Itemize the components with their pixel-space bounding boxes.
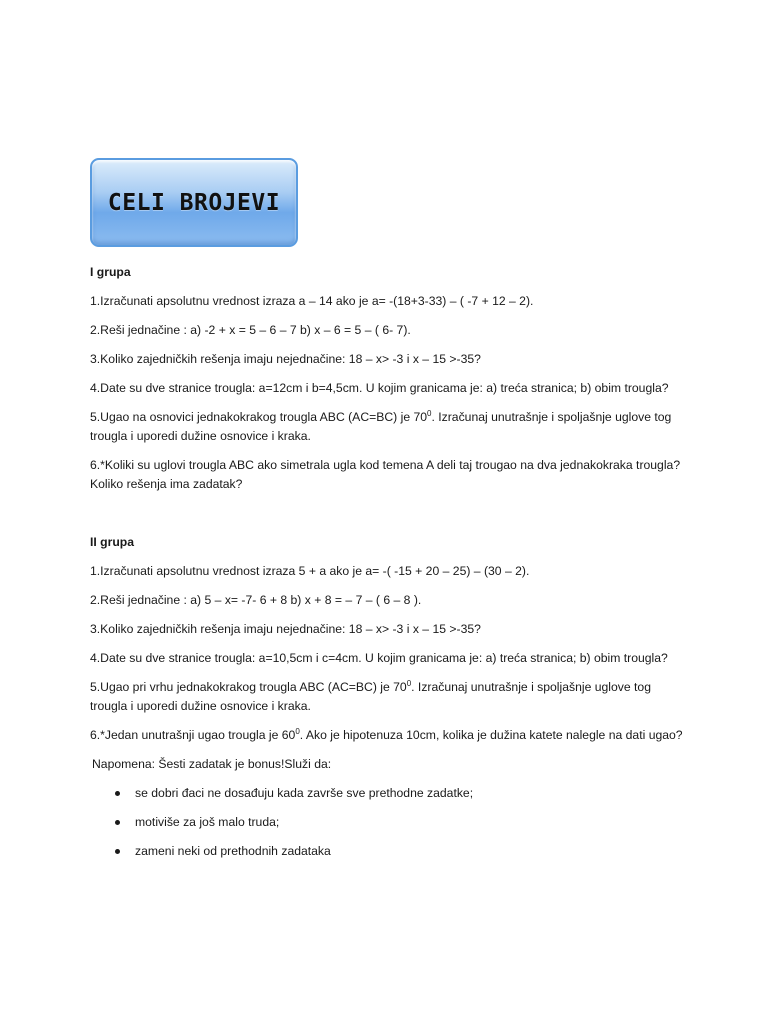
banner-title: CELI BROJEVI <box>107 189 281 216</box>
worksheet-content <box>90 263 690 871</box>
bullet-icon <box>115 791 120 796</box>
group-2-task-5 <box>90 678 690 716</box>
list-item <box>90 784 690 803</box>
bullet-icon <box>115 820 120 825</box>
task-text-part: 5.Ugao na osnovici jednakokrakog trougla ABC (AC=BC) je 70 <box>90 410 428 424</box>
degree-superscript: 0 <box>406 678 412 688</box>
group-2-task-3: 3.Koliko zajedničkih rešenja imaju nejednačine: 18 – x> -3 i x – 15 >-35? <box>90 622 481 636</box>
degree-superscript: 0 <box>295 726 300 736</box>
bullet-text: se dobri đaci ne dosađuju kada završe sve prethodne zadatke; <box>135 786 474 800</box>
group-1-task-2: 2.Reši jednačine : a) -2 + x = 5 – 6 – 7 b) x – 6 = 5 – ( 6- 7). <box>90 323 411 337</box>
group-1-task-1: 1.Izračunati apsolutnu vrednost izraza a – 14 ako je a= -(18+3-33) – ( -7 + 12 – 2). <box>90 294 534 308</box>
title-banner <box>90 158 298 247</box>
group-1-task-4: 4.Date su dve stranice trougla: a=12cm i b=4,5cm. U kojim granicama je: a) treća stranica; b) obim trougla? <box>90 381 669 395</box>
task-text-part: . Izračunaj unutrašnje i spoljašnje uglove tog trougla i uporedi dužine osnovice i kraka. <box>90 410 672 443</box>
degree-superscript: 0 <box>427 408 432 418</box>
group-1-task-3: 3.Koliko zajedničkih rešenja imaju nejednačine: 18 – x> -3 i x – 15 >-35? <box>90 352 481 366</box>
group-2-task-4: 4.Date su dve stranice trougla: a=10,5cm i c=4cm. U kojim granicama je: a) treća stranica; b) obim trougla? <box>90 651 668 665</box>
task-text-part: 6.*Jedan unutrašnji ugao trougla je 60 <box>90 728 296 742</box>
group-1-task-6: 6.*Koliki su uglovi trougla ABC ako simetrala ugla kod temena A deli taj trougao na dva jednakokraka trougla? Koliko rešenja ima zadatak? <box>90 458 681 491</box>
list-item <box>90 842 690 861</box>
task-text-part: . Ako je hipotenuza 10cm, kolika je dužina katete nalegle na dati ugao? <box>299 728 683 742</box>
note-text: Napomena: Šesti zadatak je bonus!Služi da: <box>92 757 332 771</box>
bullet-text: zameni neki od prethodnih zadataka <box>135 844 331 858</box>
group-1-title: I grupa <box>90 265 131 279</box>
note-bullet-list <box>90 784 690 861</box>
task-text-part: 5.Ugao pri vrhu jednakokrakog trougla ABC (AC=BC) je 70 <box>90 680 407 694</box>
task-text-part: . Izračunaj unutrašnje i spoljašnje uglove tog trougla i uporedi dužine osnovice i kraka. <box>90 680 651 713</box>
list-item <box>90 813 690 832</box>
group-2-task-2: 2.Reši jednačine : a) 5 – x= -7- 6 + 8 b) x + 8 = – 7 – ( 6 – 8 ). <box>90 593 422 607</box>
group-2-task-1: 1.Izračunati apsolutnu vrednost izraza 5 + a ako je a= -( -15 + 20 – 25) – (30 – 2). <box>90 564 530 578</box>
group-2-task-6 <box>90 726 690 745</box>
group-1-task-5 <box>90 408 690 446</box>
section-spacer <box>90 504 690 533</box>
bullet-icon <box>115 849 120 854</box>
group-2-title: II grupa <box>90 535 135 549</box>
bullet-text: motiviše za još malo truda; <box>135 815 280 829</box>
